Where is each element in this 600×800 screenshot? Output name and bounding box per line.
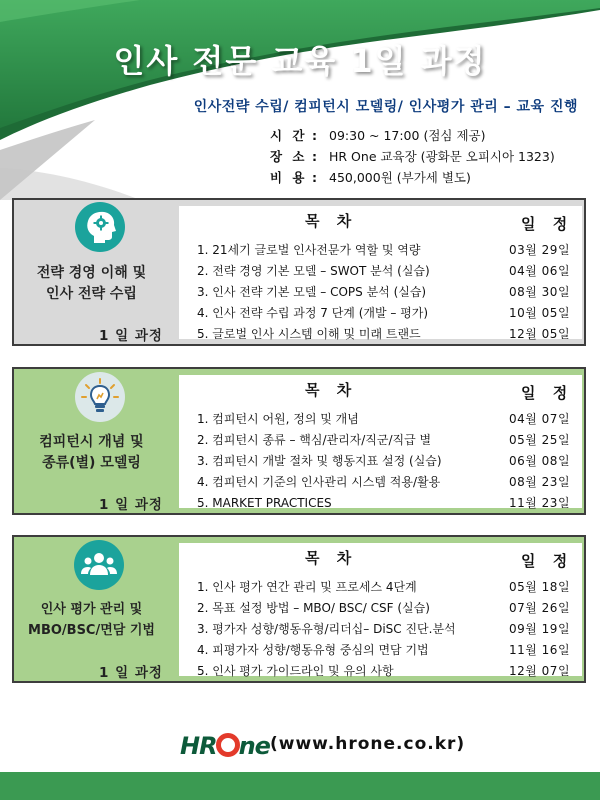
bottom-band (0, 772, 600, 800)
list-item: 1. 컴피턴시 어원, 정의 및 개념 (197, 412, 359, 426)
section-title-line2: MBO/BSC/면담 기법 (28, 623, 155, 638)
hrone-logo (180, 732, 270, 760)
website-link[interactable]: (www.hrone.co.kr) (270, 734, 466, 754)
info-place: 장 소 : HR One 교육장 (광화문 오피시아 1323) (270, 149, 555, 164)
schedule-heading: 일 정 (521, 215, 574, 233)
schedule-date: 12월 05일 (509, 327, 571, 341)
schedule-date: 03월 29일 (509, 243, 571, 257)
lightbulb-icon (75, 372, 125, 422)
schedule-heading: 일 정 (521, 384, 574, 402)
course-section-competency (12, 367, 586, 515)
schedule-date: 10월 05일 (509, 306, 571, 320)
section-title-line2: 종류(별) 모델링 (42, 455, 141, 471)
page-subtitle: 인사전략 수립/ 컴피턴시 모델링/ 인사평가 관리 – 교육 진행 (193, 99, 578, 115)
schedule-date: 07월 26일 (509, 601, 571, 615)
section-title (14, 432, 169, 474)
section-duration: 1 일 과정 (99, 328, 163, 344)
list-item: 4. 피평가자 성향/행동유형 중심의 면담 기법 (197, 643, 429, 657)
schedule-date: 12월 07일 (509, 664, 571, 678)
schedule-heading: 일 정 (521, 552, 574, 570)
list-item: 2. 컴피턴시 종류 – 핵심/관리자/직군/직급 별 (197, 433, 432, 447)
section-title (14, 599, 169, 641)
schedule-list (509, 577, 570, 682)
list-item: 2. 목표 설정 방법 – MBO/ BSC/ CSF (실습) (197, 601, 430, 615)
schedule-list (509, 409, 570, 514)
section-content-panel (179, 375, 582, 508)
list-item: 4. 컴피턴시 기준의 인사관리 시스템 적용/활용 (197, 475, 441, 489)
brain-gear-icon (75, 202, 125, 252)
schedule-date: 11월 23일 (509, 496, 571, 510)
toc-heading: 목 차 (305, 212, 358, 230)
list-item: 5. 글로벌 인사 시스템 이해 및 미래 트랜드 (197, 327, 421, 341)
section-content-panel (179, 206, 582, 339)
info-cost-label: 비 용 (270, 170, 308, 185)
list-item: 3. 컴피턴시 개발 절차 및 행동지표 설정 (실습) (197, 454, 442, 468)
section-title-line2: 인사 전략 수립 (46, 286, 137, 302)
list-item: 1. 인사 평가 연간 관리 및 프로세스 4단계 (197, 580, 417, 594)
schedule-date: 04월 07일 (509, 412, 571, 426)
info-time-value: 09:30 ~ 17:00 (점심 제공) (329, 128, 486, 143)
toc-list (197, 240, 430, 345)
schedule-date: 08월 30일 (509, 285, 571, 299)
section-title-line1: 컴피턴시 개념 및 (39, 434, 144, 450)
schedule-date: 04월 06일 (509, 264, 571, 278)
schedule-date: 11월 16일 (509, 643, 571, 657)
logo-text-right: ne (238, 732, 270, 760)
list-item: 5. MARKET PRACTICES (197, 496, 332, 510)
list-item: 3. 인사 전략 기본 모델 – COPS 분석 (실습) (197, 285, 427, 299)
footer (0, 726, 600, 766)
info-cost-value: 450,000원 (부가세 별도) (329, 170, 471, 185)
schedule-date: 09월 19일 (509, 622, 571, 636)
schedule-date: 05월 25일 (509, 433, 571, 447)
list-item: 3. 평가자 성향/행동유형/리더십– DiSC 진단.분석 (197, 622, 456, 636)
schedule-date: 06월 08일 (509, 454, 571, 468)
section-content-panel (179, 543, 582, 676)
course-section-evaluation (12, 535, 586, 683)
list-item: 5. 인사 평가 가이드라인 및 유의 사항 (197, 664, 394, 678)
people-group-icon (74, 540, 124, 590)
section-duration: 1 일 과정 (99, 497, 163, 513)
logo-text-left: HR (180, 732, 217, 760)
info-time: 시 간 : 09:30 ~ 17:00 (점심 제공) (270, 128, 486, 143)
toc-list (197, 409, 442, 514)
toc-list (197, 577, 456, 682)
section-duration: 1 일 과정 (99, 665, 163, 681)
section-title-line1: 인사 평가 관리 및 (40, 602, 143, 617)
info-time-label: 시 간 (270, 128, 308, 143)
list-item: 1. 21세기 글로벌 인사전문가 역할 및 역량 (197, 243, 421, 257)
info-place-value: HR One 교육장 (광화문 오피시아 1323) (329, 149, 555, 164)
toc-heading: 목 차 (305, 381, 358, 399)
schedule-date: 05월 18일 (509, 580, 571, 594)
logo-ring-icon (216, 733, 240, 757)
info-cost: 비 용 : 450,000원 (부가세 별도) (270, 170, 471, 185)
list-item: 4. 인사 전략 수립 과정 7 단계 (개발 – 평가) (197, 306, 429, 320)
page-title: 인사 전문 교육 1일 과정 (113, 42, 487, 80)
schedule-date: 08월 23일 (509, 475, 571, 489)
info-place-label: 장 소 (270, 149, 308, 164)
list-item: 2. 전략 경영 기본 모델 – SWOT 분석 (실습) (197, 264, 430, 278)
toc-heading: 목 차 (305, 549, 358, 567)
section-title (14, 263, 169, 305)
schedule-list (509, 240, 570, 345)
section-title-line1: 전략 경영 이해 및 (36, 265, 147, 281)
course-section-strategy (12, 198, 586, 346)
